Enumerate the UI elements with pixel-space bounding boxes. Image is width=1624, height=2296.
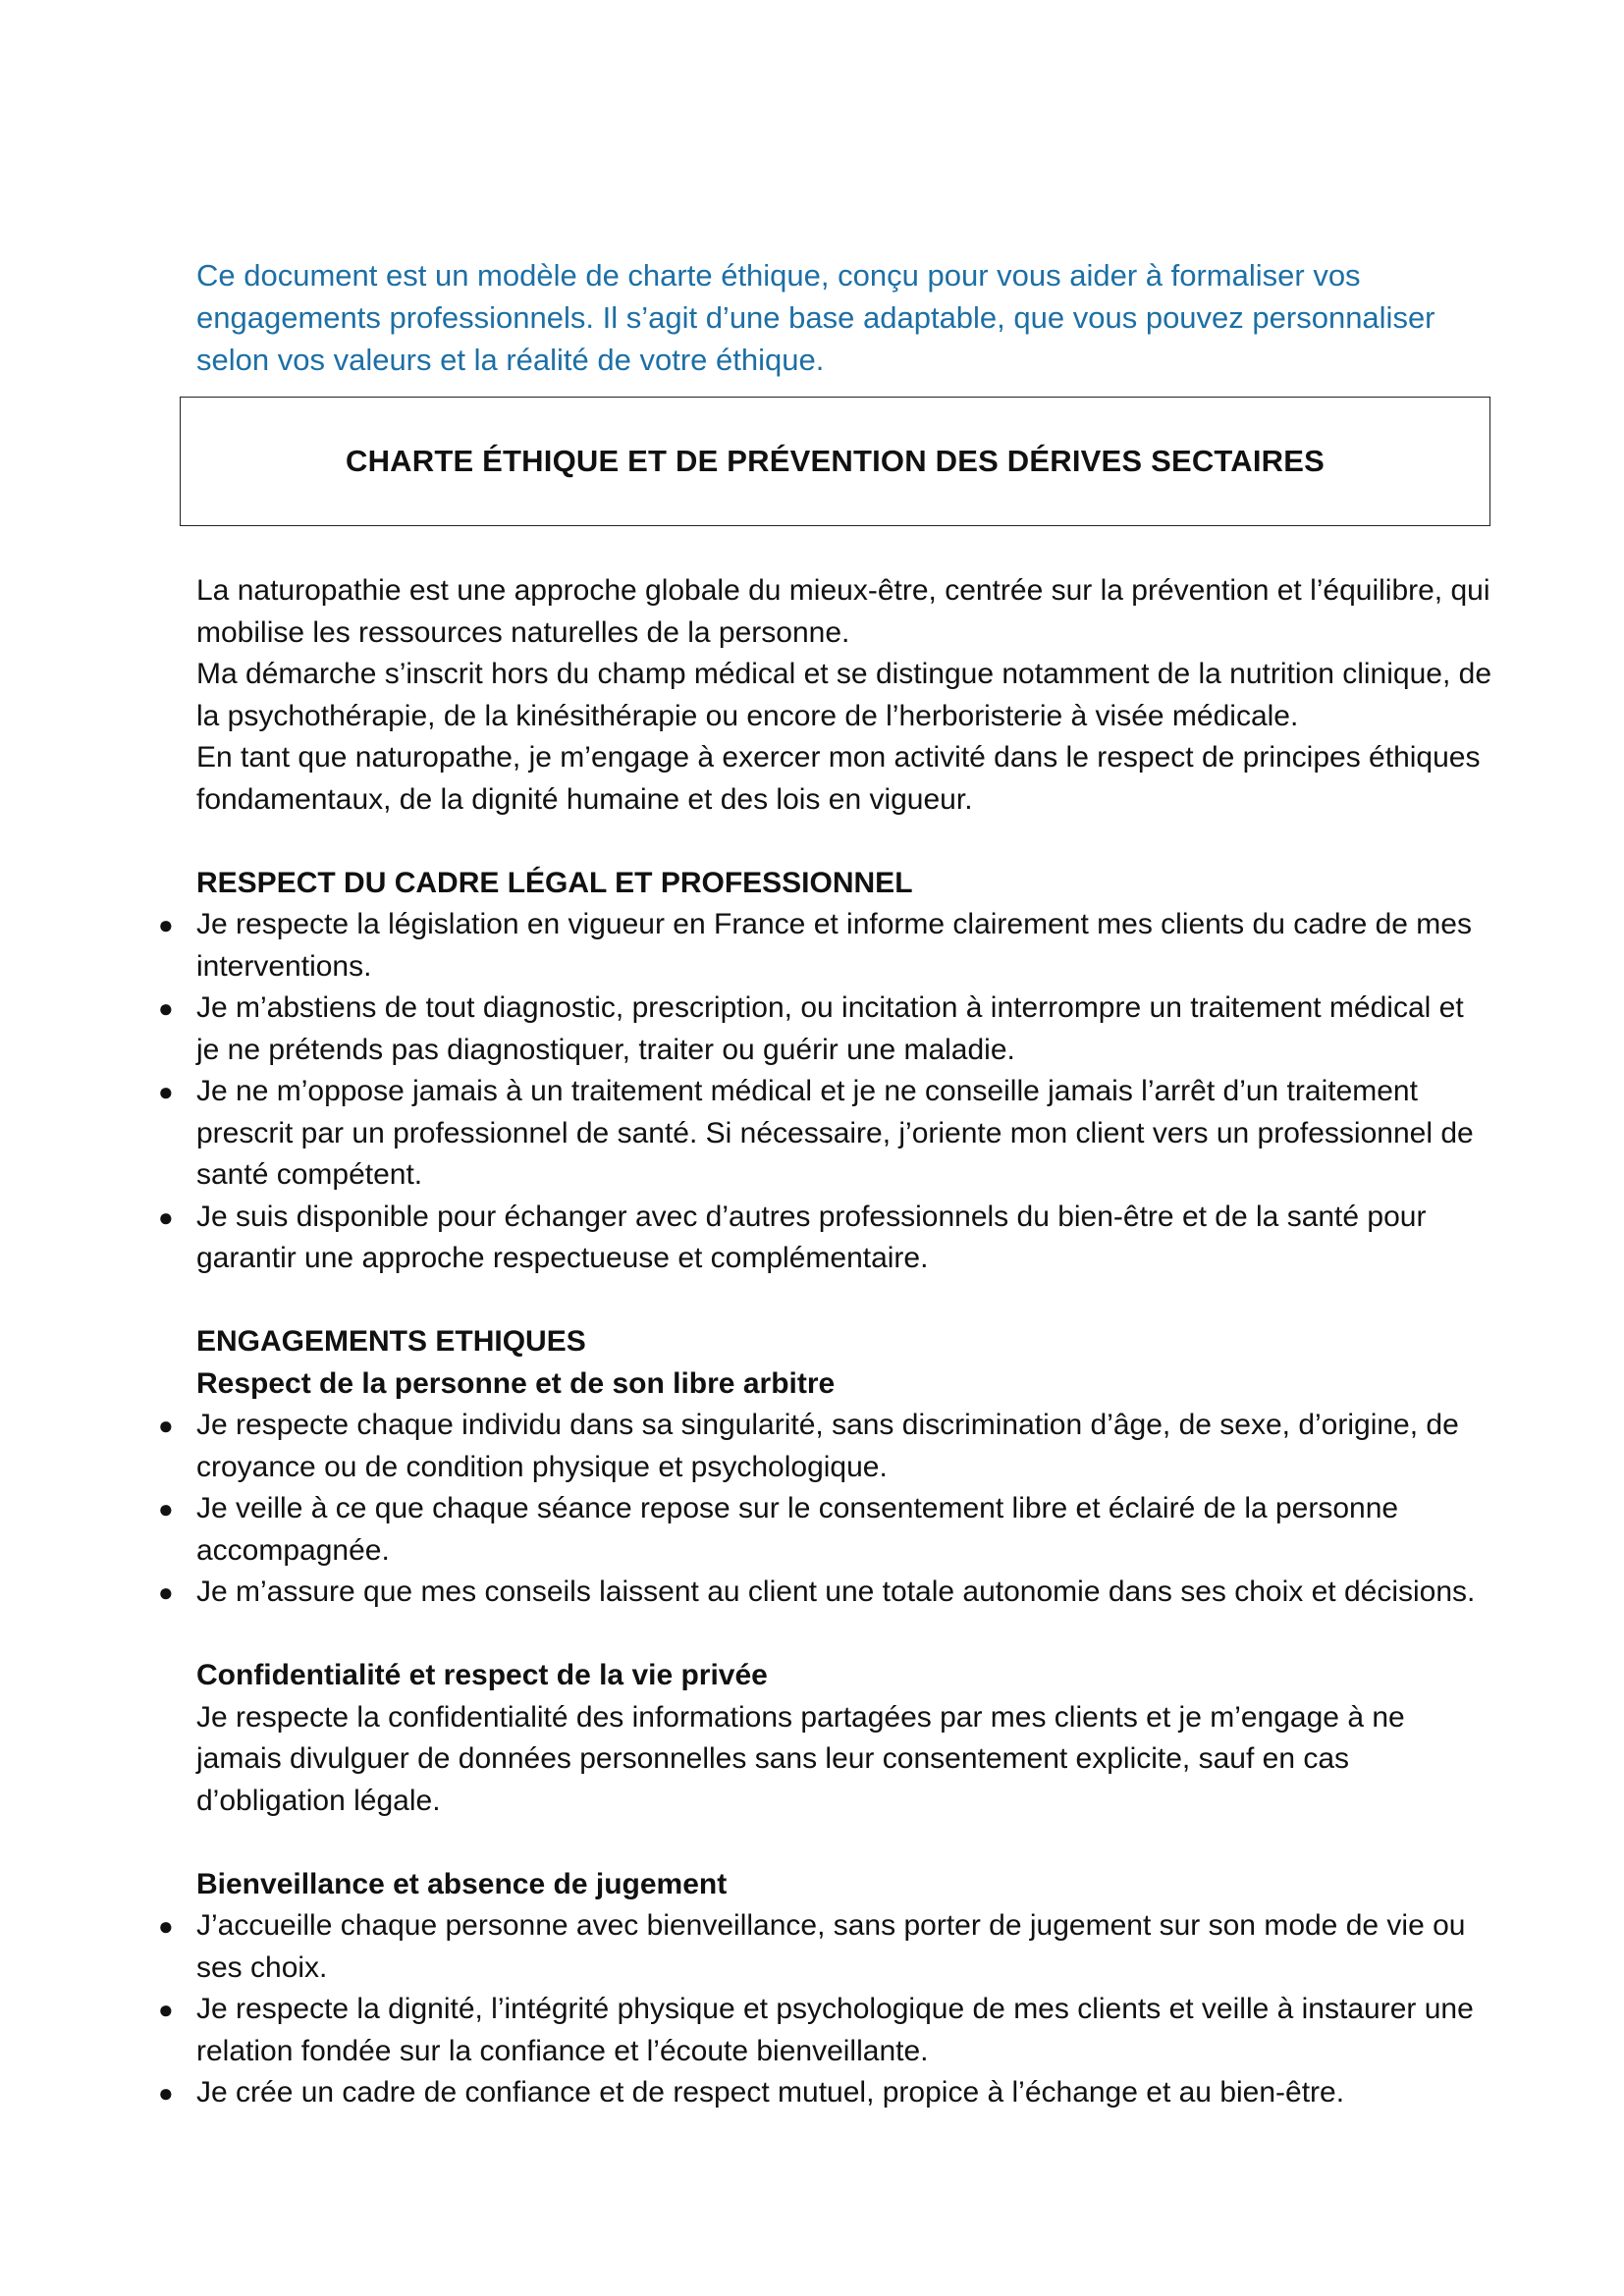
bullet-icon: ●	[158, 1577, 174, 1607]
list-item	[158, 1989, 1492, 2072]
list-item	[158, 904, 1492, 988]
bullet-icon: ●	[158, 910, 174, 939]
kindness-list	[158, 1905, 1492, 2114]
bullet-icon: ●	[158, 1411, 174, 1440]
list-item-text: Je respecte chaque individu dans sa singularité, sans discrimination d’âge, de sexe, d’origine, de croyance ou de condition physique et psychologique.	[196, 1409, 1459, 1483]
list-item-text: Je crée un cadre de confiance et de respect mutuel, propice à l’échange et au bien-être.	[196, 2076, 1345, 2109]
subsection-heading-kindness: Bienveillance et absence de jugement	[196, 1867, 728, 1900]
list-item	[158, 2072, 1492, 2114]
list-item-text: Je m’assure que mes conseils laissent au client une totale autonomie dans ses choix et décisions.	[196, 1575, 1476, 1608]
list-item-text: Je respecte la législation en vigueur en France et informe clairement mes clients du cadre de mes interventions.	[196, 908, 1472, 983]
list-item	[158, 1405, 1492, 1488]
subsection-heading-privacy: Confidentialité et respect de la vie privée	[196, 1659, 768, 1691]
charter-content	[158, 570, 1492, 2114]
section-heading-ethics: ENGAGEMENTS ETHIQUES	[196, 1325, 586, 1358]
bullet-icon: ●	[158, 1911, 174, 1941]
preamble-paragraph-1: La naturopathie est une approche globale du mieux-être, centrée sur la prévention et l’équilibre, qui mobilise les ressources naturelles de la personne.	[196, 574, 1490, 649]
list-item-text: Je suis disponible pour échanger avec d’autres professionnels du bien-être et de la santé pour garantir une approche respectueuse et complémentaire.	[196, 1200, 1427, 1274]
legal-list	[158, 904, 1492, 1280]
section-heading-legal: RESPECT DU CADRE LÉGAL ET PROFESSIONNEL	[196, 866, 913, 899]
list-item	[158, 988, 1492, 1071]
list-item-text: J’accueille chaque personne avec bienveillance, sans porter de jugement sur son mode de vie ou ses choix.	[196, 1909, 1466, 1984]
list-item	[158, 1905, 1492, 1989]
bullet-icon: ●	[158, 1995, 174, 2024]
subsection-heading-respect: Respect de la personne et de son libre arbitre	[196, 1366, 836, 1400]
list-item	[158, 1197, 1492, 1280]
list-item-text: Je respecte la dignité, l’intégrité physique et psychologique de mes clients et veille à instaurer une relation fondée sur la confiance et l’écoute bienveillante.	[196, 1993, 1474, 2067]
spacer	[196, 1280, 1492, 1322]
document-title: CHARTE ÉTHIQUE ET DE PRÉVENTION DES DÉRIVES SECTAIRES	[346, 444, 1325, 478]
respect-list	[158, 1405, 1492, 1614]
preamble-paragraph-2: Ma démarche s’inscrit hors du champ médical et se distingue notamment de la nutrition clinique, de la psychothérapie, de la kinésithérapie ou encore de l’herboristerie à visée médicale.	[196, 658, 1492, 732]
list-item	[158, 1488, 1492, 1572]
bullet-icon: ●	[158, 1494, 174, 1523]
bullet-icon: ●	[158, 993, 174, 1023]
title-box	[180, 397, 1490, 526]
bullet-icon: ●	[158, 1077, 174, 1106]
intro-note: Ce document est un modèle de charte éthique, conçu pour vous aider à formaliser vos engagements professionnels. Il s’agit d’une base adaptable, que vous pouvez personnaliser selon vos valeurs et la réalité de votre éthique.	[196, 258, 1435, 377]
list-item-text: Je ne m’oppose jamais à un traitement médical et je ne conseille jamais l’arrêt d’un traitement prescrit par un professionnel de santé. Si nécessaire, j’oriente mon client vers un professionnel de santé compétent.	[196, 1075, 1474, 1191]
spacer	[196, 1614, 1492, 1656]
list-item	[158, 1572, 1492, 1614]
bullet-icon: ●	[158, 1201, 174, 1232]
list-item-text: Je veille à ce que chaque séance repose sur le consentement libre et éclairé de la personne accompagnée.	[196, 1492, 1399, 1567]
spacer	[196, 1822, 1492, 1864]
spacer	[196, 821, 1492, 863]
preamble-paragraph-3: En tant que naturopathe, je m’engage à exercer mon activité dans le respect de principes éthiques fondamentaux, de la dignité humaine et des lois en vigueur.	[196, 741, 1481, 816]
bullet-icon: ●	[158, 2078, 174, 2108]
privacy-paragraph: Je respecte la confidentialité des informations partagées par mes clients et je m’engage à ne jamais divulguer de données personnelles sans leur consentement explicite, sauf en cas d’obligation légale.	[196, 1700, 1405, 1817]
list-item	[158, 1071, 1492, 1197]
list-item-text: Je m’abstiens de tout diagnostic, prescription, ou incitation à interrompre un traitement médical et je ne prétends pas diagnostiquer, traiter ou guérir une maladie.	[196, 991, 1464, 1066]
